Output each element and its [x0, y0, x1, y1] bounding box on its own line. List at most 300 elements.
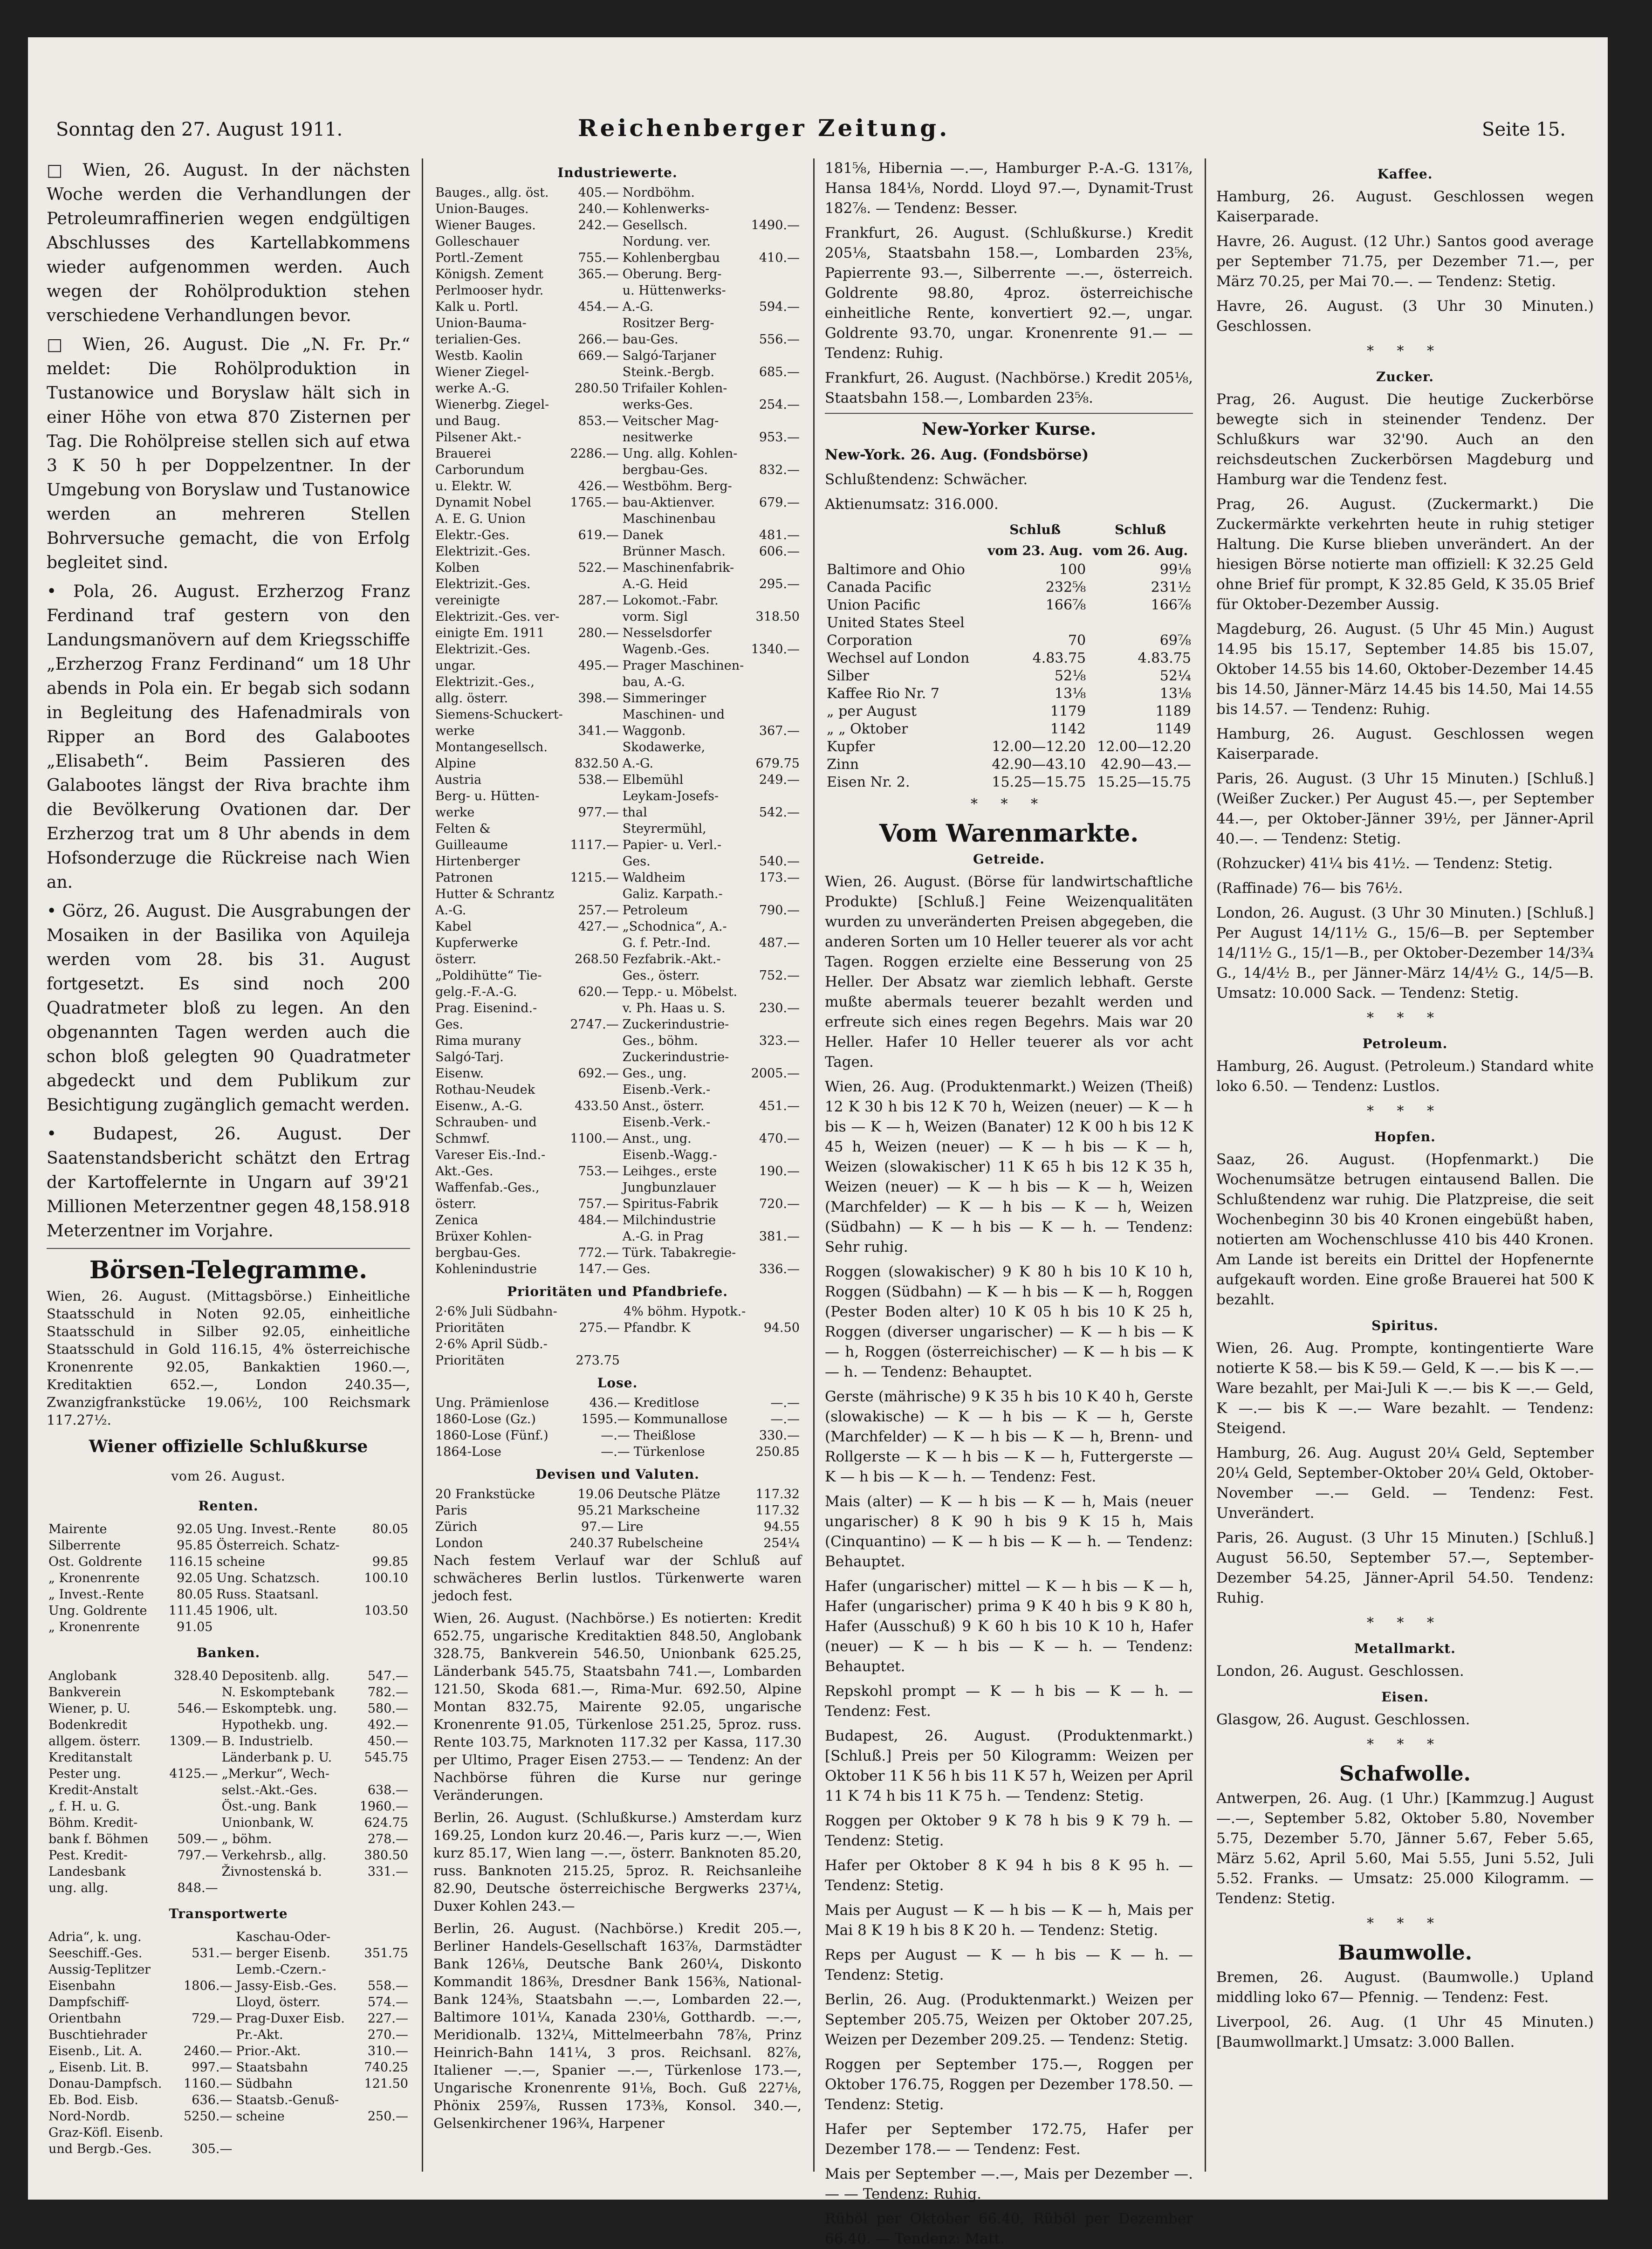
table-cell-value: 487.— [759, 936, 800, 950]
table-cell-label: Kohlenbergbau [622, 251, 720, 265]
table-cell-label: Carborundum [435, 463, 525, 477]
market-report: Reps per August — K — h bis — K — h. — Tendenz: Stetig. [825, 1947, 1193, 1983]
table-header-row [825, 540, 1193, 561]
table-cell-value: 70 [1068, 632, 1086, 649]
table-cell-label: Trifailer Kohlen- [622, 381, 727, 396]
table-cell-value: 997.— [192, 2060, 233, 2075]
table-header-cell: Schluß [1009, 522, 1061, 537]
table-cell-label: Veitscher Mag- [622, 414, 719, 428]
table-cell-label: Union-Bauges. [435, 202, 529, 216]
table-cell-label: und Baug. [435, 414, 500, 428]
table-cell-value: 15.25—15.75 [992, 774, 1086, 790]
table-cell-label: bergbau-Ges. [435, 1246, 521, 1260]
table-cell-label [220, 1880, 352, 1896]
table-cell-label: 1906, ult. [216, 1604, 278, 1618]
table-cell-label: werks-Ges. [622, 398, 693, 412]
table-cell-label: Siemens-Schuckert- [435, 707, 563, 722]
table-cell-label: A.-G. Heid [622, 577, 688, 591]
table-cell-value [567, 429, 620, 446]
table-row [433, 919, 802, 935]
table-cell-label: Dampfschiff- [48, 1995, 129, 2009]
table-cell-value: 231½ [1151, 579, 1191, 596]
table-cell-label: Corporation [827, 632, 912, 649]
table-cell-label: ungar. [435, 658, 476, 673]
table-row [825, 614, 1193, 632]
table-cell-value [567, 853, 620, 870]
table-cell-value: 92.05 [177, 1522, 213, 1536]
table-cell-label: Jungbunzlauer [622, 1180, 716, 1195]
table-cell-value: 100.10 [364, 1571, 408, 1585]
table-cell-value [567, 315, 620, 331]
table-cell-value [758, 1303, 802, 1320]
table-cell-label: Fezfabrik.-Akt.- [622, 952, 721, 967]
table-row [433, 576, 802, 592]
table-row [433, 1303, 802, 1320]
table-row [47, 1570, 410, 1586]
table-cell-value: 1309.— [169, 1734, 218, 1748]
prio-table [433, 1303, 802, 1369]
table-cell-value: 250.85 [755, 1445, 800, 1459]
official-date: vom 26. August. [171, 1468, 286, 1484]
table-cell-label: Nordböhm. [622, 185, 695, 200]
table-cell-label: Kreditlose [633, 1396, 699, 1410]
table-row [825, 774, 1193, 791]
table-cell-label: Anst., österr. [622, 1099, 705, 1113]
table-cell-label: bau, A.-G. [622, 675, 685, 689]
table-cell-label: Wiener, p. U. [48, 1701, 130, 1716]
table-row [47, 1684, 410, 1700]
table-cell-label: selst.-Akt.-Ges. [221, 1783, 317, 1797]
table-cell-label: „ Invest.-Rente [48, 1587, 144, 1602]
table-cell-label: Ges., böhm. [622, 1034, 698, 1048]
table-row [433, 527, 802, 543]
column-4 [1216, 158, 1594, 2172]
table-cell-label: Elektrizit.-Ges. [435, 544, 531, 559]
table-cell-value: 367.— [759, 724, 800, 738]
table-cell-value: 720.— [759, 1197, 800, 1211]
table-cell-value: 509.— [177, 1832, 218, 1846]
column-2 [433, 158, 802, 2172]
table-cell-value [748, 821, 802, 837]
table-cell-label: werke [435, 805, 475, 820]
table-row [433, 364, 802, 380]
table-cell-value: 240.— [578, 202, 619, 216]
table-cell-value [748, 674, 802, 690]
table-cell-value: 249.— [759, 773, 800, 787]
table-cell-value [748, 658, 802, 674]
table-cell-value [357, 2092, 410, 2108]
market-report: (Rohzucker) 41¼ bis 41½. — Tendenz: Stetig. [1216, 855, 1553, 872]
table-cell-value: 273.75 [576, 1353, 620, 1368]
table-cell-value: 436.— [589, 1396, 630, 1410]
table-cell-value: 782.— [367, 1685, 408, 1700]
table-row [433, 592, 802, 609]
table-cell-value: 454.— [578, 300, 619, 314]
table-cell-value [748, 951, 802, 967]
table-row [433, 1261, 802, 1277]
table-cell-value: 91.05 [177, 1620, 213, 1634]
table-cell-value: 278.— [367, 1832, 408, 1846]
table-row [433, 984, 802, 1000]
market-report: Bremen, 26. August. (Baumwolle.) Upland middling loko 67— Pfennig. — Tendenz: Fest. [1216, 1969, 1594, 2006]
table-row [433, 1519, 802, 1535]
table-cell-label: Kreditanstalt [48, 1750, 132, 1765]
hopfen-paragraphs [1216, 1150, 1594, 1310]
devisen-note: Nach festem Verlauf war der Schluß auf schwächeres Berlin lustlos. Türkenwerte waren jedoch fest. [433, 1552, 802, 1604]
ny-tendenz: Schlußtendenz: Schwächer. [825, 471, 1028, 488]
separator-stars: * * * [1366, 1736, 1444, 1753]
table-cell-label: Leihges., erste [622, 1164, 717, 1179]
table-cell-value: 254¼ [763, 1536, 800, 1550]
table-header-cell: Schluß [1115, 522, 1166, 537]
table-row [433, 233, 802, 250]
table-cell-label: Eskomptebk. ung. [221, 1701, 337, 1716]
table-cell-label: u. Elektr. W. [435, 479, 512, 494]
table-cell-value: 117.32 [755, 1503, 800, 1518]
table-row [433, 951, 802, 967]
bourse-report: Wien, 26. August. (Nachbörse.) Es notierten: Kredit 652.75, ungarische Kreditaktien 848.50, Anglobank 328.75, Bankverein 546.50, Unionbank 625.25, Länderbank 545.75, Staatsbahn 741.—, Lombarden 121.50, Skoda 681.—, Rima-Mur. 692.50, Alpine Montan 832.75, Mairente 92.05, ungarische Kronenrente 91.05, Türkenlose 251.25, 5proz. russ. Rente 103.75, Marknoten 117.32 per Kassa, 117.30 per Ultimo, Prager Eisen 2753.— — Tendenz: An der Nachbörse führen die Kurse nur geringe Veränderungen. [433, 1610, 802, 1803]
table-cell-label: vorm. Sigl [622, 610, 688, 624]
table-cell-value: 103.50 [364, 1604, 408, 1618]
baumwolle-paragraphs [1216, 1968, 1594, 2052]
table-cell-label: österr. [435, 952, 477, 967]
table-cell-label: Vareser Eis.-Ind.- [435, 1148, 546, 1162]
table-cell-value: 398.— [578, 691, 619, 706]
table-cell-label [214, 1619, 356, 1635]
table-cell-label: Prioritäten [435, 1353, 505, 1368]
table-row [825, 667, 1193, 685]
table-cell-label: Salgó-Tarjaner [622, 349, 716, 363]
table-cell-value: 240.37 [569, 1536, 614, 1550]
table-cell-value: 266.— [578, 332, 619, 347]
table-cell-value: 95.21 [577, 1503, 614, 1518]
table-row [47, 2108, 410, 2125]
table-cell-value [352, 1766, 410, 1782]
table-cell-label: Kohlenwerks- [622, 202, 710, 216]
table-cell-value [567, 609, 620, 625]
table-cell-value: 606.— [759, 544, 800, 559]
table-cell-label: Wiener Bauges. [435, 218, 536, 233]
table-row [433, 658, 802, 674]
table-row [433, 380, 802, 397]
table-cell-value: 4125.— [169, 1767, 218, 1781]
table-cell-value: 12.00—12.20 [992, 739, 1086, 755]
table-cell-value [748, 478, 802, 494]
table-cell-value [982, 614, 1088, 632]
table-row [433, 1352, 802, 1369]
table-cell-label: Südbahn [236, 2077, 293, 2091]
table-cell-value: 679.75 [755, 756, 800, 771]
table-row [433, 837, 802, 853]
table-cell-label: Portl.-Zement [435, 251, 523, 265]
table-header-cell [825, 519, 982, 540]
table-cell-value: 426.— [578, 479, 619, 494]
table-cell-label: Aussig-Teplitzer [48, 1962, 151, 1977]
market-report: Repskohl prompt — K — h bis — K — h. — Tendenz: Fest. [825, 1683, 1193, 1720]
table-cell-value [748, 1147, 802, 1163]
market-report: (Raffinade) 76— bis 76½. [1216, 880, 1403, 897]
spiritus-heading: Spiritus. [1371, 1318, 1439, 1333]
table-cell-value [177, 1994, 234, 2010]
table-cell-value [748, 739, 802, 755]
table-row [47, 1929, 410, 1945]
official-heading: Wiener offizielle Schlußkurse [89, 1437, 368, 1456]
table-cell-value [748, 788, 802, 804]
table-row [433, 902, 802, 919]
ny-umsatz: Aktienumsatz: 316.000. [825, 496, 999, 513]
table-cell-value: 318.50 [755, 610, 800, 624]
table-cell-label: 1860-Lose (Gz.) [435, 1412, 536, 1426]
table-cell-value: 832.50 [575, 756, 619, 771]
table-cell-label: v. Ph. Haas u. S. [622, 1001, 726, 1015]
table-row [433, 755, 802, 772]
table-cell-label: Waggonb. [622, 724, 686, 738]
table-header-row [825, 519, 1193, 540]
table-cell-label: Elbemühl [622, 773, 684, 787]
eisen-heading: Eisen. [1381, 1689, 1429, 1705]
table-cell-value: 242.— [578, 218, 619, 233]
table-row [433, 1049, 802, 1065]
table-row [47, 1831, 410, 1847]
table-cell-value [567, 233, 620, 250]
table-cell-label: Adria“, k. ung. [48, 1930, 142, 1944]
table-cell-value: 99⅛ [1159, 562, 1191, 578]
table-cell-value: 351.75 [364, 1946, 408, 1961]
table-row [47, 1847, 410, 1864]
table-row [47, 2059, 410, 2076]
table-row [47, 1961, 410, 1978]
table-cell-value [567, 1049, 620, 1065]
table-cell-label: Wiener Ziegel- [435, 365, 529, 379]
table-cell-value [748, 446, 802, 462]
table-row [433, 201, 802, 217]
table-cell-label: Živnostenská b. [221, 1865, 322, 1879]
table-cell-value [748, 919, 802, 935]
table-cell-label: Rothau-Neudek [435, 1083, 535, 1097]
table-cell-label: scheine [216, 1555, 265, 1569]
column-divider [1205, 158, 1206, 2172]
table-cell-value [748, 233, 802, 250]
table-cell-value: 484.— [578, 1213, 619, 1227]
table-cell-value: 470.— [759, 1131, 800, 1146]
market-report: Glasgow, 26. August. Geschlossen. [1216, 1711, 1470, 1728]
table-cell-label: „ per August [827, 703, 917, 720]
table-row [433, 266, 802, 282]
table-cell-label: Böhm. Kredit- [48, 1816, 138, 1830]
table-cell-label: Leykam-Josefs- [622, 789, 719, 803]
column-1 [47, 158, 410, 2172]
table-cell-label: Unionbank, W. [221, 1816, 314, 1830]
table-cell-label: Union-Bauma- [435, 316, 527, 330]
table-cell-label: terialien-Ges. [435, 332, 521, 347]
table-cell-value: 790.— [759, 903, 800, 918]
table-row [47, 1586, 410, 1603]
bourse-report: Berlin, 26. August. (Nachbörse.) Kredit 205.—, Berliner Handels-Gesellschaft 163⅞, Darmstädter Bank 126⅛, Deutsche Bank 260¼, Diskonto Kommandit 186⅜, Dresdner Bank 156⅜, National-Bank 124⅜, Staatsbahn —.—, Lombarden 22.—, Baltimore 101¼, Kanada 230⅛, Gotthardb. —.—, Meridionalb. 132¼, Mittelmeerbahn 78⅞, Prinz Heinrich-Bahn 141¼, 3 pros. Reichsanl. 82⅞, Italiener —.—, Spanier —.—, Türkenlose 173.—, Ungarische Kronenrente 91⅛, Boch. Guß 227⅛, Phönix 259⅞, Russen 173⅜, Konsol. 340.—, Gelsenkirchener 196¾, Harpener [433, 1920, 802, 2131]
table-cell-label: Pilsener Akt.- [435, 430, 521, 445]
table-cell-label: Skodawerke, [622, 740, 706, 754]
table-cell-label: „ „ Oktober [827, 721, 908, 737]
table-cell-label: Gesellsch. [622, 218, 688, 233]
table-cell-value [567, 397, 620, 413]
table-cell-label: Pr.-Akt. [236, 2028, 283, 2042]
news-item: □ Wien, 26. August. In der nächsten Woche werden die Verhandlungen der Petroleumraffinerien wegen endgültigen Abschlusses des Kartellabkommens wieder aufgenommen werden. Auch wegen der Rohölproduktion stehen verschiedene Verhandlungen bevor. [47, 161, 410, 325]
table-cell-label: Prager Maschinen- [622, 658, 744, 673]
table-row [433, 1196, 802, 1212]
table-row [825, 579, 1193, 597]
table-cell-value: 1960.— [359, 1799, 408, 1814]
table-cell-label: österr. [435, 1197, 477, 1211]
table-row [433, 429, 802, 446]
table-cell-label: Hutter & Schrantz [435, 887, 555, 901]
market-report: Hamburg, 26. August. Geschlossen wegen Kaiserparade. [1216, 726, 1594, 762]
market-report: Mais per August — K — h bis — K — h, Mais per Mai 8 K 19 h bis 8 K 20 h. — Tendenz: Stetig. [825, 1902, 1193, 1939]
table-cell-label: werke A.-G. [435, 381, 510, 396]
table-cell-label: Zuckerindustrie- [622, 1050, 729, 1064]
table-cell-value: 1160.— [184, 2077, 233, 2091]
table-cell-label: Ung. allg. Kohlen- [622, 446, 738, 461]
table-cell-value: 492.— [367, 1718, 408, 1732]
table-cell-label: 4% böhm. Hypotk.- [623, 1304, 746, 1319]
table-cell-value: 410.— [759, 251, 800, 265]
table-row [433, 494, 802, 511]
column-3 [825, 158, 1193, 2247]
table-cell-label: Silber [827, 668, 870, 684]
table-cell-value [748, 413, 802, 429]
devisen-table [433, 1486, 802, 1551]
table-cell-value: 328.40 [174, 1669, 218, 1683]
ny-table [825, 519, 1193, 791]
table-header-cell [825, 540, 982, 561]
table-row [433, 348, 802, 364]
table-row [433, 1502, 802, 1519]
table-cell-label: „ Kronenrente [48, 1620, 140, 1634]
table-row [47, 2125, 410, 2141]
table-row [433, 967, 802, 984]
table-cell-value: —.— [601, 1428, 630, 1443]
table-cell-label: Rositzer Berg- [622, 316, 714, 330]
table-cell-value [748, 1016, 802, 1033]
table-cell-label: Elektrizit.-Ges., [435, 675, 535, 689]
table-cell-label: Maschinen- und [622, 707, 725, 722]
table-cell-value [567, 1000, 620, 1016]
table-row [47, 2076, 410, 2092]
table-cell-label: Alpine [435, 756, 476, 771]
table-cell-label: Elektrizit.-Ges. [435, 642, 531, 657]
table-cell-label: Lire [617, 1520, 644, 1534]
table-cell-label: Elektrizit.-Ges. [435, 577, 531, 591]
market-report: London, 26. August. Geschlossen. [1216, 1663, 1464, 1680]
table-row [433, 935, 802, 951]
table-cell-label: Bodenkredit [48, 1718, 127, 1732]
table-cell-value [748, 984, 802, 1000]
table-cell-value: 1765.— [570, 495, 619, 510]
table-cell-label: Mairente [48, 1522, 107, 1536]
table-row [433, 1395, 802, 1411]
table-cell-value: 2747.— [570, 1017, 619, 1032]
table-cell-label: Eisenw. [435, 1066, 484, 1081]
table-cell-label: 1860-Lose (Fünf.) [435, 1428, 548, 1443]
table-cell-value: 427.— [578, 919, 619, 934]
table-cell-label: „Poldihütte“ Tie- [435, 968, 542, 983]
transport-heading: Transportwerte [169, 1906, 288, 1921]
table-cell-label: Zenica [435, 1213, 478, 1227]
table-cell-label: Staatsbahn [236, 2060, 308, 2075]
table-cell-label: Wechsel auf London [827, 650, 970, 666]
table-cell-value: 13⅛ [1159, 686, 1191, 702]
table-cell-label: Ges., österr. [622, 968, 700, 983]
table-cell-value [567, 935, 620, 951]
news-item: □ Wien, 26. August. Die „N. Fr. Pr.“ meldet: Die Rohölproduktion in Tustanowice und Boryslaw hält sich in einer Höhe von etwa 870 Zisternen per Tag. Die Rohölpreise stellen sich auf etwa 3 K 50 h per Doppelzentner. In der Umgebung von Boryslaw und Tustanowice werden an mehreren Stellen Bohrversuche gemacht, die von Erfolg begleitet sind. [47, 335, 410, 572]
table-cell-label: Eisenb.-Verk.- [622, 1083, 711, 1097]
table-cell-value [567, 1147, 620, 1163]
table-cell-label: bank f. Böhmen [48, 1832, 149, 1846]
table-cell-value: 336.— [759, 1262, 800, 1276]
table-cell-label: Danek [622, 528, 664, 542]
table-cell-label: Bauges., allg. öst. [435, 185, 549, 200]
table-cell-value: 280.50 [575, 381, 619, 396]
separator-stars: * * * [1366, 1103, 1444, 1119]
table-cell-value [748, 1212, 802, 1228]
table-cell-value: 740.25 [364, 2060, 408, 2075]
kaffee-paragraphs [1216, 187, 1594, 336]
market-report: Wien, 26. Aug. Prompte, kontingentierte Ware notierte K 58.— bis K 59.— Geld, K —.— bis K —.— Ware bezahlt, per Mai-Juli K —.— bis K —.— Geld, K —.— bis K —.— Ware bezahlt. — Tendenz: Steigend. [1216, 1340, 1594, 1437]
table-row [433, 821, 802, 837]
table-cell-label: Felten & [435, 822, 491, 836]
table-row [433, 641, 802, 658]
table-cell-value: 753.— [578, 1164, 619, 1179]
table-cell-value: 752.— [759, 968, 800, 983]
table-row [433, 1320, 802, 1336]
market-report: Antwerpen, 26. Aug. (1 Uhr.) [Kammzug.] August —.—, September 5.82, Oktober 5.80, November 5.75, Dezember 5.70, Jänner 5.67, Feber 5.65, März 5.62, April 5.60, Mai 5.55, Juni 5.52, Juli 5.52. Franks. — Umsatz: 25.000 Kilogramm. — Tendenz: Stetig. [1216, 1790, 1594, 1907]
table-cell-label: Lokomot.-Fabr. [622, 593, 719, 608]
table-cell-value [162, 1864, 220, 1880]
table-cell-label: Orientbahn [48, 2011, 122, 2026]
table-row [433, 446, 802, 462]
separator-stars: * * * [1366, 1915, 1444, 1932]
table-row [47, 1749, 410, 1766]
separator-stars: * * * [1366, 1615, 1444, 1631]
table-cell-label: Nordung. ver. [622, 234, 711, 249]
hopfen-heading: Hopfen. [1374, 1129, 1436, 1145]
table-row [433, 1179, 802, 1196]
table-cell-value: 52¼ [1159, 668, 1191, 684]
market-report: Hafer per Oktober 8 K 94 h bis 8 K 95 h. — Tendenz: Stetig. [825, 1857, 1193, 1894]
market-report: London, 26. August. (3 Uhr 30 Minuten.) [Schluß.] Per August 14/11½ G., 15/6—B. per September 14/11½ G., 15/1—B., per Oktober-Dezember 14/3¾ G., 14/4½ B., per Jänner-März 14/4½ G., 14/5—B. Umsatz: 10.000 Sack. — Tendenz: Stetig. [1216, 905, 1594, 1001]
table-row [433, 478, 802, 494]
table-cell-value [748, 348, 802, 364]
table-cell-label: Lemb.-Czern.- [236, 1962, 326, 1977]
table-cell-value: 574.— [367, 1995, 408, 2009]
bourse-report: Berlin, 26. August. (Schlußkurse.) Amsterdam kurz 169.25, London kurz 20.46.—, Paris kurz —.—, Wien kurz 85.17, Wien lang —.—, österr. Banknoten 85.20, russ. Banknoten 215.25, 5proz. R. Reichsanleihe 82.90, Deutsche österreichische Bergwerks 237¼, Duxer Kohlen 243.— [433, 1810, 802, 1914]
table-cell-value: 330.— [759, 1428, 800, 1443]
table-cell-label [622, 1336, 758, 1352]
industrie-table [433, 185, 802, 1277]
table-row [47, 1782, 410, 1798]
table-cell-label [622, 1352, 758, 1369]
table-row [433, 543, 802, 560]
table-row [433, 788, 802, 804]
schafwolle-heading: Schafwolle. [1339, 1762, 1471, 1786]
table-row [433, 853, 802, 870]
table-cell-value [162, 1798, 220, 1815]
table-cell-label: Prag. Eisenind.- [435, 1001, 537, 1015]
table-cell-value: 270.— [367, 2028, 408, 2042]
news-paragraphs [47, 158, 410, 1243]
table-cell-label [234, 2141, 357, 2157]
table-cell-value: 692.— [578, 1066, 619, 1081]
baumwolle-heading: Baumwolle. [1337, 1941, 1473, 1965]
market-report: Roggen (slowakischer) 9 K 80 h bis 10 K 10 h, Roggen (Südbahn) — K — h bis — K — h, Roggen (Pester Boden alter) 10 K 05 h bis 10 K 25 h, Roggen (diverser ungarischer) — K — h bis — K — h, Roggen (österreichischer) — K — h bis — K — h. — Tendenz: Behauptet. [825, 1263, 1193, 1380]
